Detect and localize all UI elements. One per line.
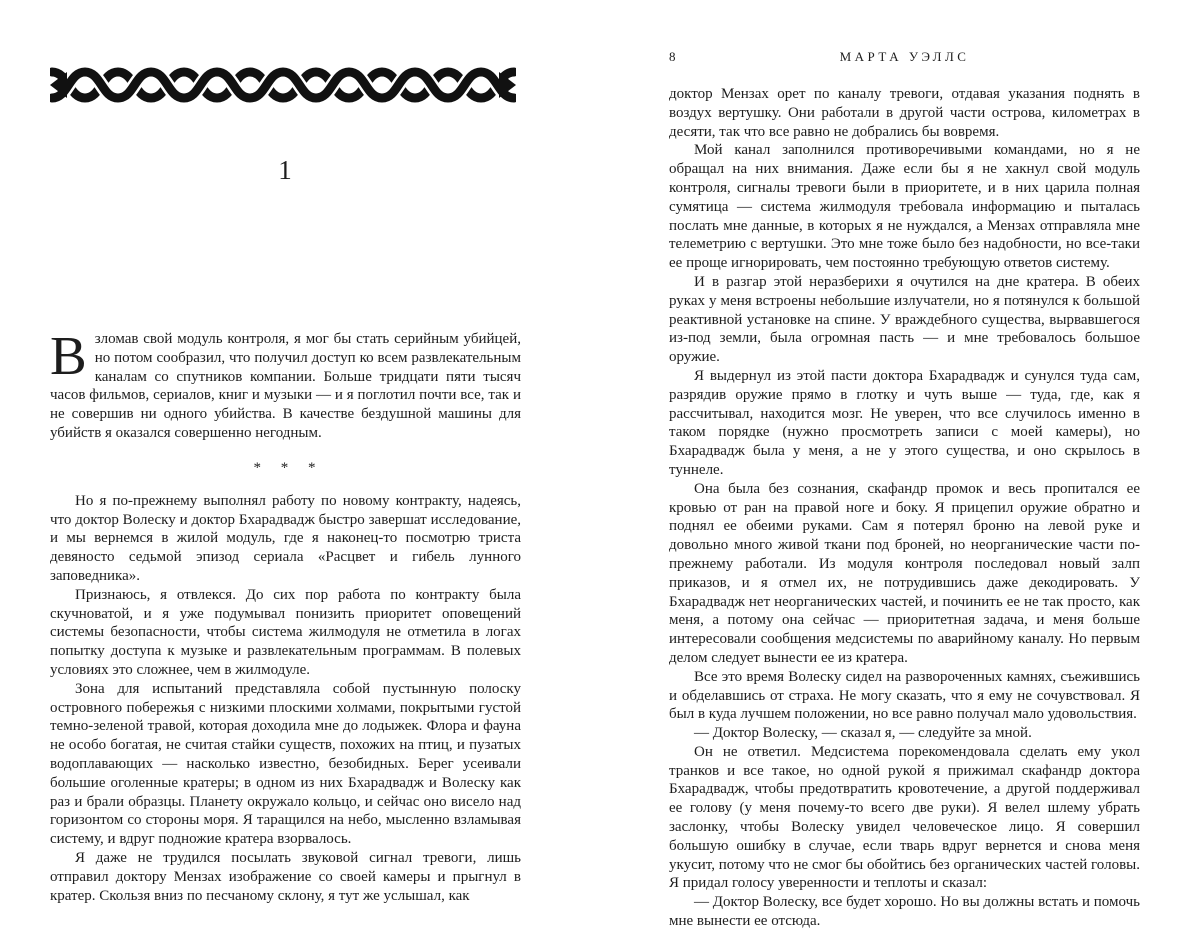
right-page-paragraphs	[669, 141, 1140, 930]
body-paragraph: Мой канал заполнился противоречивыми командами, но я не обращал на них внимания. Даже если бы я не хакнул свой модуль контроля, сигналы тревоги были в приоритете, и в них царила полная сумятица — система жилмодуля требовала информацию и пыталась послать мне данные, в которых я не нуждался, а Мензах отправляла мне телеметрию с вертушки. Это мне тоже было без надобности, но все-таки ее проще игнорировать, чем постоянно требующую ответов систему.	[669, 142, 1140, 272]
opening-text: зломав свой модуль контроля, я мог бы стать серийным убийцей, но потом сообразил, что получил доступ ко всем развлекательным каналам со спутников компании. Больше тридцати пяти тысяч часов фильмов, сериалов, книг и музыки — и я поглотил почти все, так и не совершив ни одного убийства. В качестве бездушной машины для убийств я оказался совершенно негодным.	[50, 331, 521, 441]
left-page	[50, 0, 521, 905]
section-separator: * * *	[253, 459, 318, 476]
body-paragraph: Она была без сознания, скафандр промок и весь пропитался ее кровью от ран на правой ноге и боку. Я прицепил оружие обратно и поднял ее обеими руками. Сам я потерял броню на левой руке и довольно много живой ткани под броней, но неорганические части по-прежнему работали. Из модуля контроля последовал новый залп приказов, и я отмел их, не потрудившись даже декодировать. У Бхарадвадж нет неорганических частей, и починить ее не так просто, как меня, а потому она сейчас — приоритетная задача, и меня больше интересовали сообщения медсистемы по аварийному каналу. Но первым делом следует вынести ее из кратера.	[669, 480, 1140, 666]
drop-cap: В	[50, 325, 87, 386]
body-paragraph: — Доктор Волеску, все будет хорошо. Но вы должны встать и помочь мне вынести ее отсюда.	[669, 894, 1140, 930]
chapter-number: 1	[278, 155, 293, 185]
body-paragraph: Признаюсь, я отвлекся. До сих пор работа по контракту была скучноватой, и я уже подумывал понизить приоритет оповещений системы безопасности, чтобы система жилмодуля не отметила в логах попытку доступа к музыке и развлекательным программам. В полевых условиях это сложнее, чем в жилмодуле.	[50, 586, 521, 678]
running-head	[669, 48, 1140, 65]
opening-paragraph	[50, 325, 521, 443]
body-paragraph: Он не ответил. Медсистема порекомендовала сделать ему укол транков и все такое, но одной рукой я прижимал скафандр доктора Бхарадвадж, чтобы предотвратить кровотечение, а другой поддерживал ее голову (у меня почему-то всего две руки). Я велел шлему убрать заслонку, чтобы Волеску увидел человеческое лицо. Я совершил большую ошибку в случае, если тварь вдруг вернется и снова меня укусит, потому что не смог бы обойтись без органических частей головы. Я придал голосу уверенности и теплоты и сказал:	[669, 743, 1140, 892]
body-paragraph: Зона для испытаний представляла собой пустынную полоску островного побережья с низкими плоскими холмами, покрытыми густой темно-зеленой травой, которая доходила мне до лодыжек. Флора и фауна не особо богатая, не считая стайки существ, похожих на птиц, и пузатых водоплавающих — насколько известно, безобидных. Берег усеивали большие оголенные кратеры; в одном из них Бхарадвадж и Волеску как раз и брали образцы. Планету окружало кольцо, и сейчас оно висело над горизонтом со стороны моря. Я таращился на небо, мысленно взламывая систему, и вдруг подножие кратера взорвалось.	[50, 680, 521, 848]
body-paragraph: Я выдернул из этой пасти доктора Бхарадвадж и сунулся туда сам, разрядив оружие прямо в глотку и чуть выше — туда, где, как я рассчитывал, находится мозг. Не уверен, что все случилось именно в таком порядке (нужно просмотреть записи с моей камеры), но Бхарадвадж была у меня, а не у этого существа, и оно скрылось в туннеле.	[669, 367, 1140, 478]
body-paragraph: Все это время Волеску сидел на развороченных камнях, съежившись и обделавшись от страха. Не могу сказать, что я ему не сочувствовал. Я был в куда лучшем положении, но все равно получал мало удовольствия.	[669, 668, 1140, 723]
page-number: 8	[669, 49, 676, 64]
celtic-knot-ornament	[50, 60, 516, 110]
body-paragraph: И в разгар этой неразберихи я очутился на дне кратера. В обеих руках у меня встроены небольшие излучатели, но я потянулся к большой реактивной установке на спине. У враждебного существа, вырвавшегося из-под земли, была огромная пасть — и мне требовалось большое оружие.	[669, 273, 1140, 366]
body-paragraph: Я даже не трудился посылать звуковой сигнал тревоги, лишь отправил доктору Мензах изображение со своей камеры и прыгнул в кратер. Скользя вниз по песчаному склону, я тут же услышал, как	[50, 849, 521, 904]
left-page-paragraphs	[50, 492, 521, 906]
right-page	[669, 0, 1140, 931]
right-page-body	[669, 85, 1140, 931]
continuation-paragraph: доктор Мензах орет по каналу тревоги, отдавая указания поднять в воздух вертушку. Они работали в другой части острова, километрах в десяти, так что все равно не добрались бы вовремя.	[669, 86, 1140, 140]
running-header-title: МАРТА УЭЛЛС	[839, 49, 970, 64]
body-paragraph: — Доктор Волеску, — сказал я, — следуйте за мной.	[694, 725, 1032, 742]
body-paragraph: Но я по-прежнему выполнял работу по новому контракту, надеясь, что доктор Волеску и доктор Бхарадвадж быстро завершат исследование, и мы вернемся в жилой модуль, где я наконец-то посмотрю триста девяносто седьмой эпизод сериала «Расцвет и гибель лунного заповедника».	[50, 492, 521, 584]
